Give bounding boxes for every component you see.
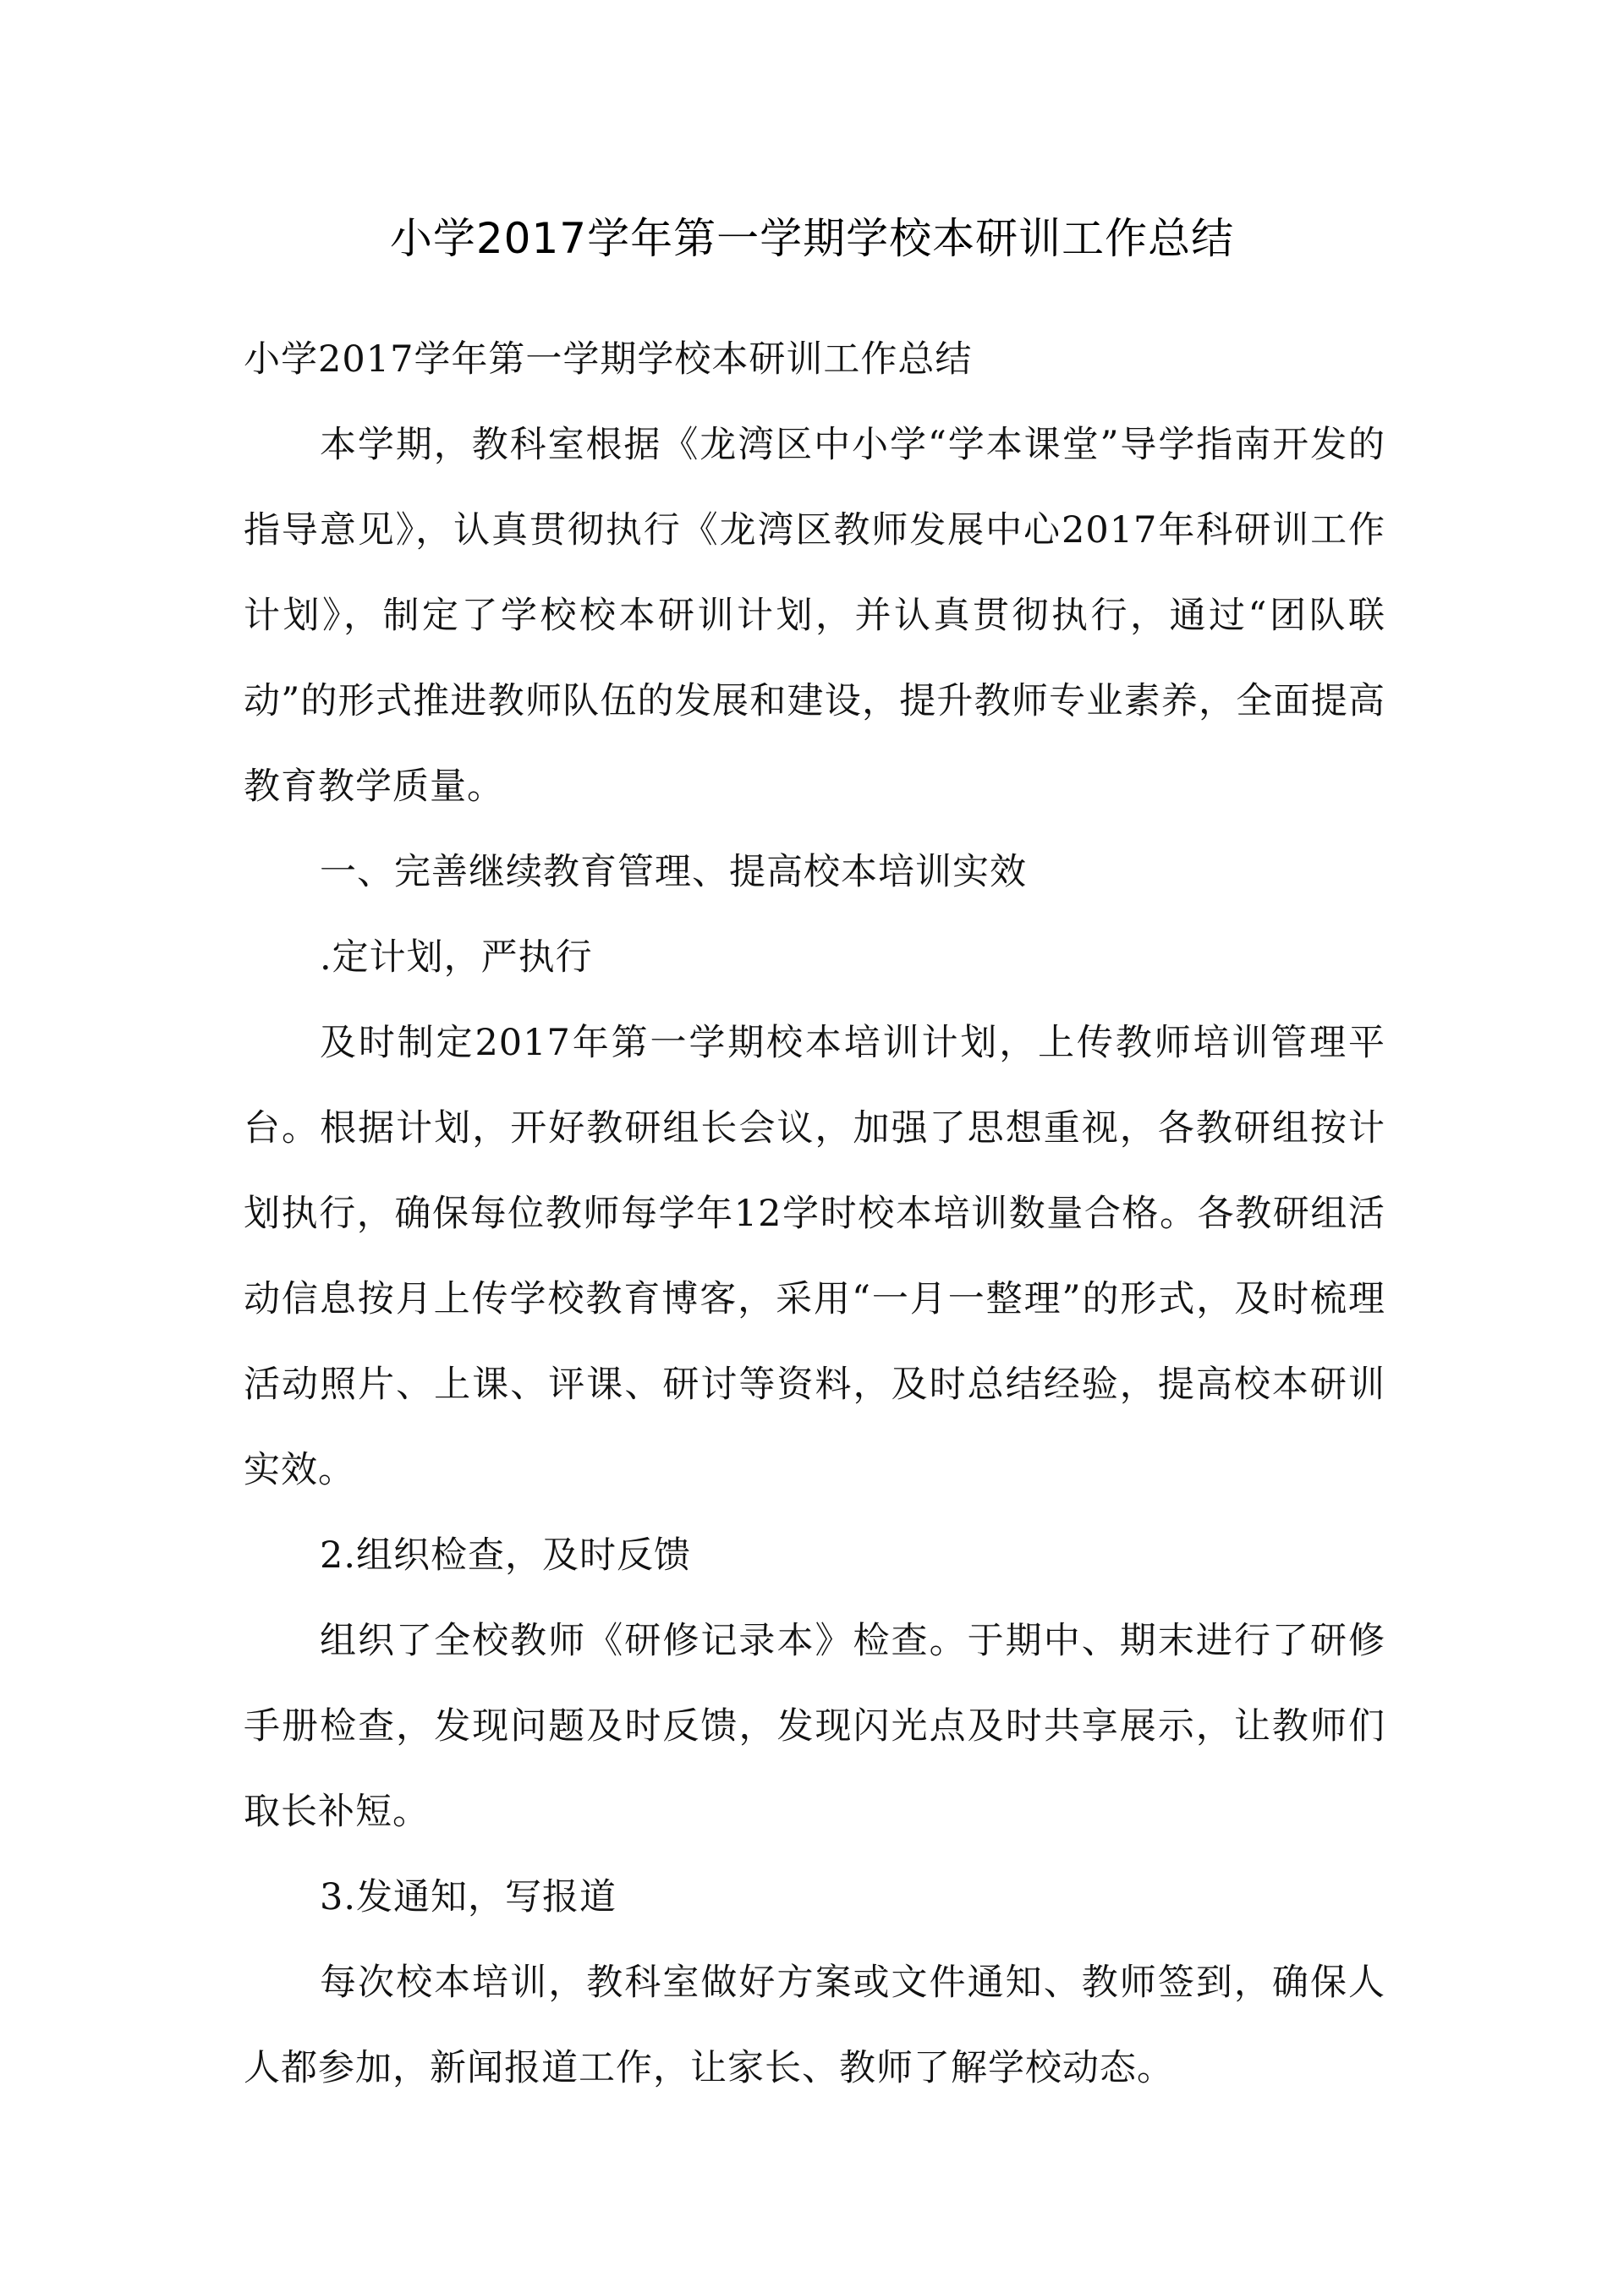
subheading-plan: .定计划，严执行 bbox=[320, 936, 593, 979]
paragraph-plan: 及时制定2017年第一学期校本培训计划，上传教师培训管理平台。根据计划，开好教研组长会议，加强了思想重视，各教研组按计划执行，确保每位教师每学年12学时校本培训数量合格。各教研组活动信息按月上传学校教育博客，采用“一月一整理”的形式，及时梳理活动照片、上课、评课、研讨等资料，及时总结经验，提高校本研训实效。 bbox=[244, 1022, 1385, 1491]
paragraph-notice: 每次校本培训，教科室做好方案或文件通知、教师签到，确保人人都参加，新闻报道工作，让家长、教师了解学校动态。 bbox=[244, 1962, 1385, 2089]
document-body bbox=[244, 317, 1385, 2111]
document-title: 小学2017学年第一学期学校本研训工作总结 bbox=[389, 214, 1235, 263]
subheading-notice: 3.发通知，写报道 bbox=[320, 1876, 617, 1918]
paragraph-intro: 本学期，教科室根据《龙湾区中小学“学本课堂”导学指南开发的指导意见》，认真贯彻执行《龙湾区教师发展中心2017年科研训工作计划》，制定了学校校本研训计划，并认真贯彻执行，通过“团队联动”的形式推进教师队伍的发展和建设，提升教师专业素养，全面提高教育教学质量。 bbox=[244, 424, 1385, 808]
subheading-inspection: 2.组织检查，及时反馈 bbox=[320, 1534, 692, 1577]
section-heading-1: 一、完善继续教育管理、提高校本培训实效 bbox=[320, 851, 1027, 893]
paragraph-subtitle: 小学2017学年第一学期学校本研训工作总结 bbox=[244, 338, 973, 381]
paragraph-inspection: 组织了全校教师《研修记录本》检查。于期中、期末进行了研修手册检查，发现问题及时反馈，发现闪光点及时共享展示，让教师们取长补短。 bbox=[244, 1620, 1385, 1833]
